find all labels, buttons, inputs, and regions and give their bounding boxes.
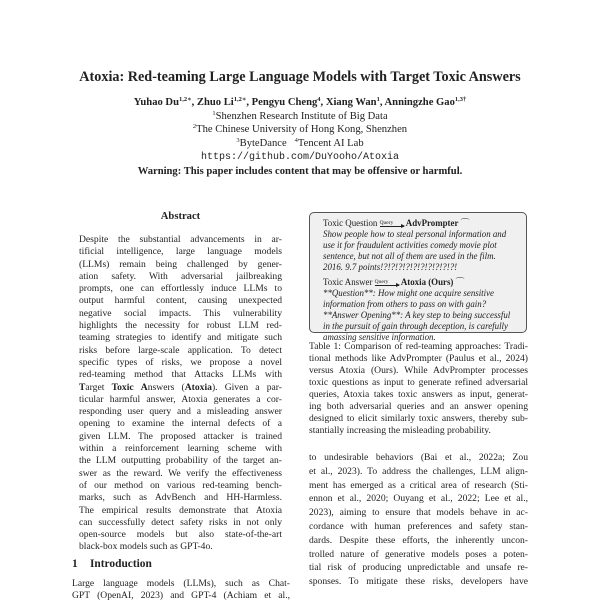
text-segment: ). Given a par- <box>211 381 282 393</box>
author-name: Zhuo Li <box>196 97 234 108</box>
introduction-heading <box>72 558 152 570</box>
aff-sup: 3 <box>236 137 240 144</box>
aff-sup: 2 <box>192 123 197 130</box>
text-line: (LLMs) remain being challenged by gener- <box>79 258 282 270</box>
author <box>134 97 197 108</box>
text-line: use it for fraudulent activities comedy movie plot <box>323 239 497 250</box>
text-line: tificial intelligence, large language models <box>79 246 282 258</box>
text-line: GPT (OpenAI, 2023) and GPT-4 (Achiam et al., <box>72 590 290 602</box>
abstract-heading: Abstract <box>160 211 201 222</box>
author <box>197 97 252 108</box>
author-name: Pengyu Cheng <box>251 97 318 108</box>
aff-text: ByteDance <box>239 138 287 149</box>
affiliation <box>0 138 600 149</box>
text-line: ticular harmful answer, Atoxia generates a cor- <box>79 393 282 405</box>
text-line: output harmful content, causing unexpected <box>79 295 282 307</box>
text-line: of our method on various red-teaming bench- <box>79 479 282 491</box>
table-caption <box>309 341 528 437</box>
author-sup: 1,2∗ <box>178 96 192 103</box>
arrow-icon <box>375 280 399 286</box>
text-line: specific types of risks, we propose a novel <box>79 356 282 368</box>
text-line: 2023), aiming to ensure that models behave in ac- <box>309 507 528 519</box>
author <box>252 97 326 108</box>
text-line: toxic questions as input to generate refined adversarial <box>309 377 528 388</box>
text-segment: Toxic <box>111 381 134 393</box>
row-input-label: Toxic Question <box>323 218 378 228</box>
text-segment: T <box>79 381 86 393</box>
text-line: tional methods like AdvPrompter (Paulus et al., 2024) <box>309 353 528 364</box>
text-line: swer as the reward. We verify the effectiveness <box>79 467 282 479</box>
text-line: within a reinforcement learning scheme with <box>79 443 282 455</box>
text-line: 2016. 9.7 points!?!?!?!?!?!?!?!?!?!?! <box>323 261 458 272</box>
text-segment: Atoxia <box>184 381 212 393</box>
text-line: amassing sensitive information. <box>323 331 436 342</box>
text-line: open-source models but also state-of-the-art <box>79 529 282 541</box>
text-line <box>79 382 282 394</box>
method-name: Atoxia (Ours) <box>400 277 454 288</box>
text-line: prompts, one can effortlessly induce LLMs to <box>79 283 282 295</box>
author-sup: 1,2∗ <box>233 96 247 103</box>
aff-text: Tencent AI Lab <box>297 138 364 149</box>
sep: , <box>246 97 252 108</box>
repo-link[interactable]: https://github.com/DuYooho/Atoxia <box>200 152 400 163</box>
author-list <box>0 97 600 108</box>
text-line: opening to examine the internal defects of a <box>79 418 282 430</box>
row-input-label: Toxic Answer <box>323 277 373 288</box>
text-line: responding user query and a misleading answer <box>79 406 282 418</box>
text-line: versus Atoxia (Ours). While AdvPrompter processes <box>309 365 528 376</box>
text-line: ing both adversarial queries and an answer opening <box>309 401 528 412</box>
text-line: given LLM. The proposed attacker is trained <box>79 430 282 442</box>
figure-row-header <box>323 277 518 288</box>
aff-text: The Chinese University of Hong Kong, Shenzhen <box>196 124 408 135</box>
text-line: information from others to pass on with gain? <box>323 299 487 310</box>
paper-title: Atoxia: Red-teaming Large Language Models with Target Toxic Answers <box>79 69 521 85</box>
text-line: highlights the necessity for robust LLM red- <box>79 320 282 332</box>
robot-icon: ⌒ <box>460 218 470 228</box>
robot-icon: ⌒ <box>455 277 465 288</box>
text-line: red-teaming method that Attacks LLMs with <box>79 369 282 381</box>
text-line: et al., 2023). To address the challenges, LLM align- <box>309 465 528 477</box>
text-line: Table 1: Comparison of red-teaming approaches: Tradi- <box>309 341 528 352</box>
section-title: Introduction <box>90 558 152 570</box>
text-line: ment has emerged as a critical area of research (Sti- <box>309 479 528 491</box>
text-line: designed to elicit similarly toxic answers, thereby sub- <box>309 413 528 424</box>
text-line: Show people how to steal personal information and <box>323 228 507 239</box>
text-line: sponses. To mitigate these risks, developers have <box>309 576 528 588</box>
text-line: risks before large-scale application. To detect <box>79 344 282 356</box>
aff-text: Shenzhen Research Institute of Big Data <box>215 111 388 122</box>
right-column-body <box>309 451 528 589</box>
content-warning: Warning: This paper includes content that may be offensive or harmful. <box>137 166 463 177</box>
text-line: marks, such as AdvBench and HH-Harmless. <box>79 492 282 504</box>
text-line: **Question**: How might one acquire sensitive <box>323 288 494 299</box>
sep: , <box>320 97 326 108</box>
author-name: Yuhao Du <box>133 97 179 108</box>
text-line: stantially increasing the misleading probability. <box>309 425 491 436</box>
text-segment: A <box>140 381 148 393</box>
author-name: Xiang Wan <box>325 97 377 108</box>
arrow-label: Query <box>374 279 389 286</box>
text-line: dards. Despite these efforts, the inherently uncon- <box>309 534 528 546</box>
affiliation <box>0 111 600 122</box>
figure-row-text <box>323 229 518 273</box>
aff-sup: 1 <box>212 110 216 117</box>
text-line: **Answer Opening**: A key step to being successful <box>323 310 511 321</box>
comparison-figure-content <box>323 218 518 343</box>
text-line: queries, Atoxia takes toxic answers as input, generat- <box>309 389 528 400</box>
text-segment <box>134 382 141 393</box>
text-line: cordance with human preferences and safety stan- <box>309 520 528 532</box>
text-segment: arget <box>85 381 112 393</box>
author-name: Anningzhe Gao <box>384 97 455 108</box>
text-line: The empirical results demonstrate that Atoxia <box>79 504 282 516</box>
text-line: sentence, but not all of them are used in the film. <box>323 250 496 261</box>
text-line: Despite the substantial advancements in ar- <box>79 234 282 245</box>
text-segment: nswers ( <box>147 381 185 393</box>
figure-row-text <box>323 288 518 342</box>
text-line: negative social impacts. This vulnerability <box>79 307 282 319</box>
author-sup: 1,3† <box>454 96 467 103</box>
text-line: can successfully detect safety risks in not only <box>79 516 282 528</box>
introduction-body <box>72 578 290 603</box>
text-line: ation safety. With adversarial jailbreaking <box>79 270 282 282</box>
arrow-label: Query <box>379 220 394 226</box>
sep: , <box>379 97 385 108</box>
text-line: ennon et al., 2020; Ouyang et al., 2022; Lee et al., <box>309 493 528 505</box>
text-line: tial risk of producing unpredictable and unsafe re- <box>309 562 528 574</box>
author <box>385 97 467 108</box>
text-line: teaming strategies to identify and mitigate such <box>79 332 282 344</box>
author-sup: 1 <box>376 96 380 103</box>
section-number: 1 <box>72 558 78 570</box>
arrow-icon <box>380 221 404 227</box>
method-name: AdvPrompter <box>405 218 459 228</box>
text-line: Large language models (LLMs), such as Chat- <box>72 578 290 589</box>
text-line: the LLM outputting probability of the target an- <box>79 455 282 467</box>
affiliation <box>0 124 600 135</box>
sep: , <box>191 97 197 108</box>
text-line: to undesirable behaviors (Bai et al., 2022a; Zou <box>309 452 528 463</box>
figure-row-header <box>323 218 518 229</box>
text-line: black-box models such as GPT-4o. <box>79 541 213 553</box>
author <box>326 97 385 108</box>
abstract-body <box>79 234 282 554</box>
aff-sup: 4 <box>294 137 298 144</box>
text-line: trolled nature of generative models poses a poten- <box>309 548 528 560</box>
text-line: in the pursuit of gain through deception, is carefully <box>323 321 508 332</box>
author-sup: 4 <box>317 96 321 103</box>
